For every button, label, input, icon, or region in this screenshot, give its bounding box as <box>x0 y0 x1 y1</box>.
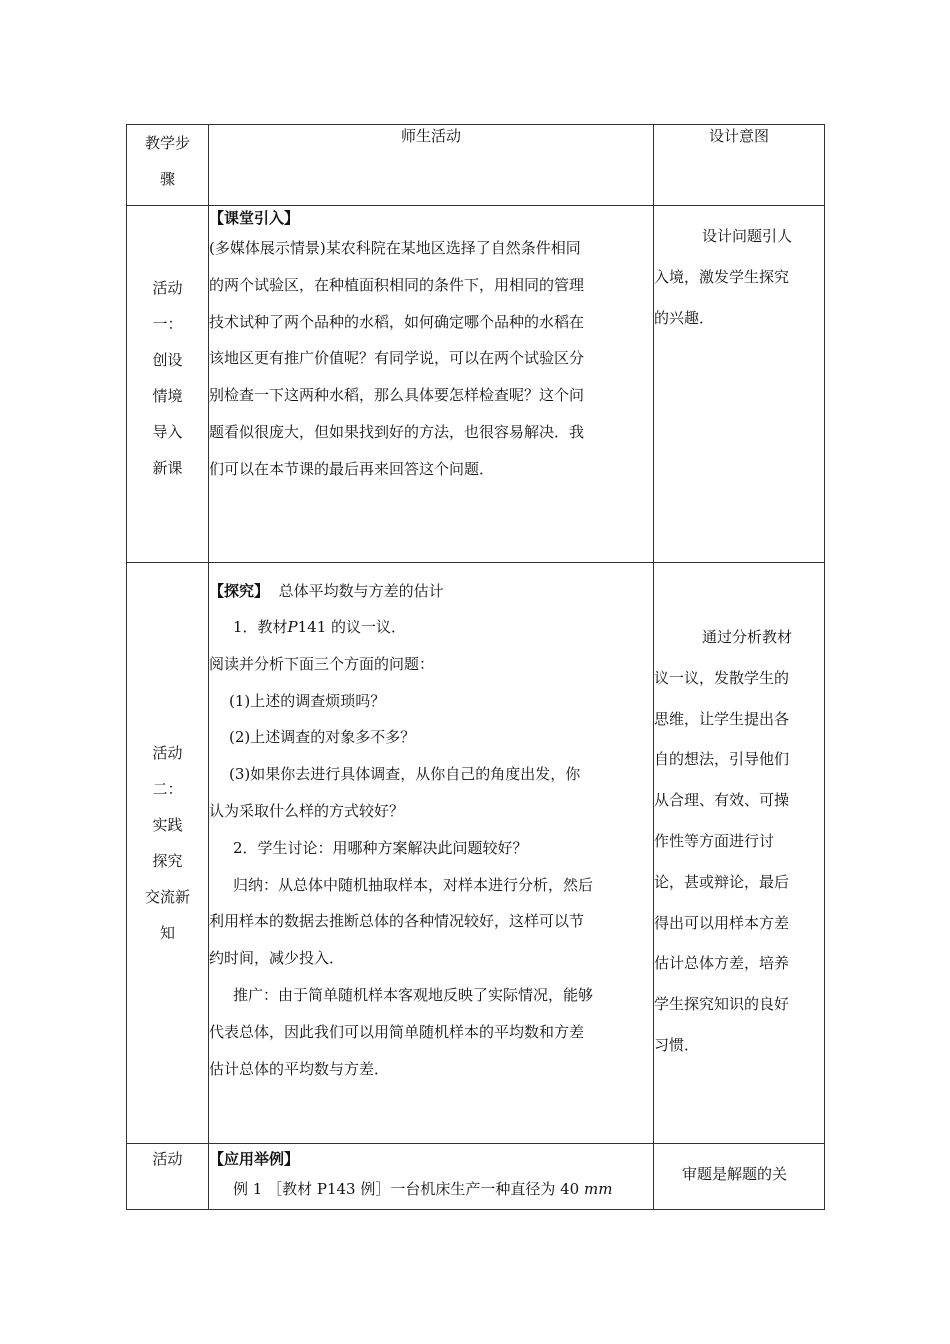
step-label: 知 <box>159 924 175 942</box>
intent-line: 的兴趣． <box>654 308 715 327</box>
paragraph-line: 的两个试验区，在种植面积相同的条件下，用相同的管理 <box>209 275 585 294</box>
section-heading <box>209 573 653 609</box>
step-label: 导入 <box>152 423 183 441</box>
item-1 <box>209 609 653 646</box>
header-activity-cell: 师生活动 <box>209 125 654 206</box>
intent-line: 议一议，发散学生的 <box>654 668 790 687</box>
intent-line: 估计总体方差，培养 <box>654 954 790 973</box>
section-subtitle: 总体平均数与方差的估计 <box>278 582 444 600</box>
extension-line: 代表总体，因此我们可以用简单随机样本的平均数和方差 <box>209 1022 585 1041</box>
intent-line: 审题是解题的关 <box>682 1165 788 1183</box>
step-label: 探究 <box>152 852 183 870</box>
intent-cell-1 <box>654 206 825 563</box>
step-label: 新课 <box>152 459 183 477</box>
extension-line: 估计总体的平均数与方差． <box>209 1059 390 1078</box>
paragraph-line: (多媒体展示情景)某农科院在某地区选择了自然条件相同 <box>209 239 581 257</box>
step-label: 实践 <box>152 816 183 834</box>
item-2: 2．学生讨论：用哪种方案解决此问题较好？ <box>233 838 528 857</box>
activity-row-3 <box>127 1144 825 1210</box>
step-cell-1 <box>127 206 209 563</box>
summary-line: 约时间，减少投入． <box>209 949 345 968</box>
header-step-line1: 教学步 <box>144 134 190 152</box>
intent-cell-2 <box>654 563 825 1144</box>
example-text: 例 1 ［教材 P143 例］一台机床生产一种直径为 40 <box>233 1180 580 1198</box>
intent-line: 自的想法，引导他们 <box>654 750 790 769</box>
step-label: 交流新 <box>144 888 190 906</box>
intent-line: 学生探究知识的良好 <box>654 995 790 1014</box>
activity-cell-3 <box>209 1144 654 1210</box>
section-title: 【应用举例】 <box>209 1150 300 1168</box>
read-instruction: 阅读并分析下面三个方面的问题： <box>209 654 435 673</box>
item-1-page: P <box>287 618 298 636</box>
header-row <box>127 125 825 206</box>
lesson-plan-table <box>126 124 825 1210</box>
step-label: 情境 <box>152 387 183 405</box>
intent-line: 论，甚或辩论，最后 <box>654 872 790 891</box>
question-3-line1: (3)如果你去进行具体调查，从你自己的角度出发，你 <box>229 765 581 784</box>
intent-line: 入境，激发学生探究 <box>654 267 790 286</box>
paragraph-line: 题看似很庞大，但如果找到好的方法，也很容易解决．我 <box>209 422 585 441</box>
intent-line: 设计问题引人 <box>702 227 793 245</box>
summary-line: 归纳：从总体中随机抽取样本，对样本进行分析，然后 <box>233 875 594 894</box>
section-title: 【课堂引入】 <box>209 209 300 227</box>
header-step-cell <box>127 125 209 206</box>
extension-line: 推广：由于简单随机样本客观地反映了实际情况，能够 <box>233 985 594 1004</box>
example-line <box>209 1174 653 1204</box>
summary-line: 利用样本的数据去推断总体的各种情况较好，这样可以节 <box>209 912 585 931</box>
step-cell-3 <box>127 1144 209 1210</box>
section-title: 【探究】 <box>209 582 270 600</box>
intent-line: 通过分析教材 <box>702 628 793 646</box>
header-intent-cell: 设计意图 <box>654 125 825 206</box>
step-label: 创设 <box>152 351 183 369</box>
intent-line: 思维，让学生提出各 <box>654 709 790 728</box>
paragraph-line: 们可以在本节课的最后再来回答这个问题． <box>209 459 495 478</box>
question-3-line2: 认为采取什么样的方式较好？ <box>209 801 405 820</box>
intent-line: 从合理、有效、可操 <box>654 791 790 810</box>
step-cell-2 <box>127 563 209 1144</box>
intent-line: 习惯． <box>654 1035 700 1054</box>
activity-cell-1 <box>209 206 654 563</box>
example-unit: mm <box>583 1180 613 1198</box>
paragraph-line: 别检查一下这两种水稻，那么具体要怎样检查呢？这个问 <box>209 386 585 405</box>
paragraph-line: 该地区更有推广价值呢？有同学说，可以在两个试验区分 <box>209 349 585 368</box>
activity-row-2 <box>127 563 825 1144</box>
step-label: 活动 <box>152 744 183 762</box>
step-label: 一： <box>152 315 183 333</box>
activity-cell-2 <box>209 563 654 1144</box>
question-2: (2)上述调查的对象多不多？ <box>229 728 416 747</box>
step-label: 活动 <box>152 1150 183 1168</box>
activity-row-1 <box>127 206 825 563</box>
step-label: 活动 <box>152 279 183 297</box>
intent-line: 得出可以用样本方差 <box>654 913 790 932</box>
paragraph-line: 技术试种了两个品种的水稻，如何确定哪个品种的水稻在 <box>209 312 585 331</box>
intent-cell-3 <box>654 1144 825 1210</box>
header-step-line2: 骤 <box>159 170 175 188</box>
step-label: 二： <box>152 780 183 798</box>
intent-line: 作性等方面进行讨 <box>654 831 775 850</box>
item-1-prefix: 1．教材 <box>233 618 288 636</box>
item-1-rest: 141 的议一议． <box>297 618 407 636</box>
question-1: (1)上述的调查烦琐吗？ <box>229 691 386 710</box>
